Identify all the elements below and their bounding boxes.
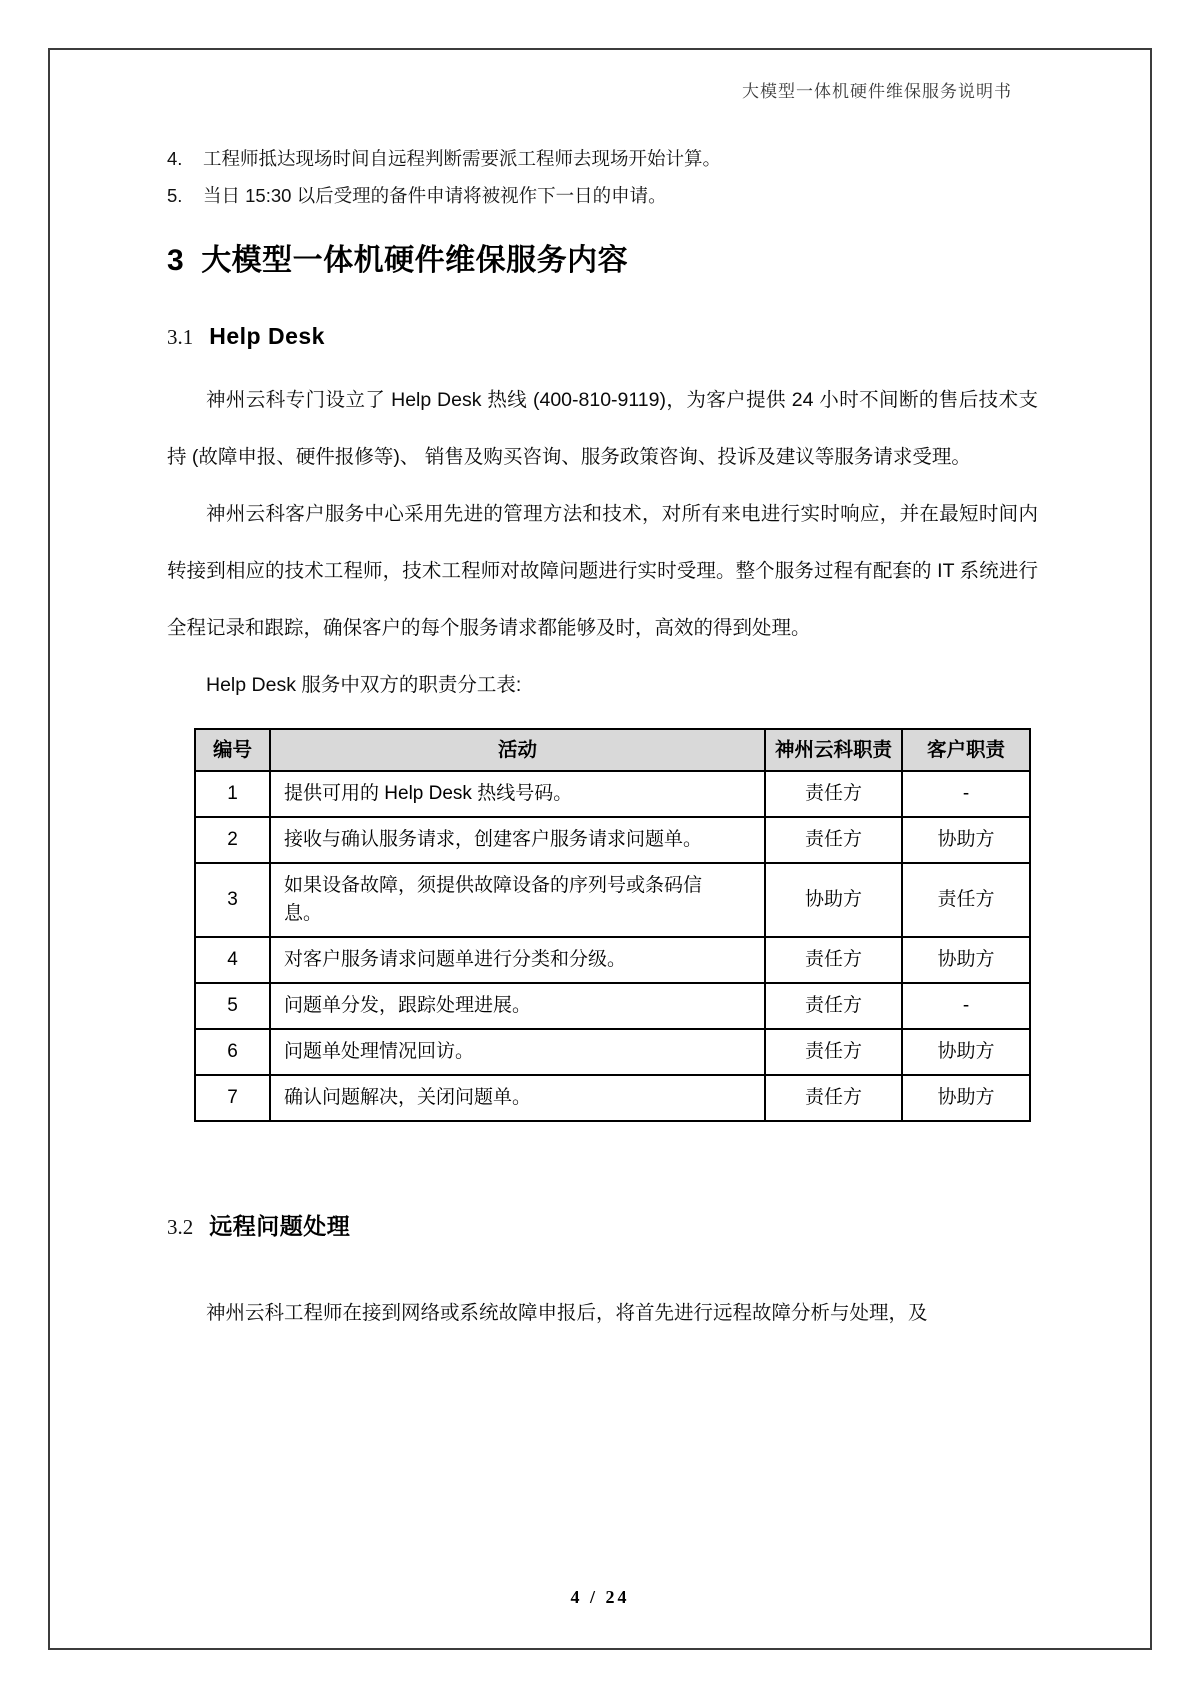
table-cell: 4 <box>195 937 270 983</box>
page-content <box>50 146 1150 1342</box>
responsibility-table-header <box>195 729 1030 771</box>
table-cell: 责任方 <box>765 1029 902 1075</box>
section-heading-3 <box>167 235 1038 279</box>
section-number: 3 <box>167 244 185 277</box>
table-cell: 确认问题解决，关闭问题单。 <box>270 1075 765 1121</box>
table-cell: 责任方 <box>765 771 902 817</box>
table-cell: - <box>902 983 1030 1029</box>
table-cell: 6 <box>195 1029 270 1075</box>
table-cell: 1 <box>195 771 270 817</box>
table-cell: 问题单分发，跟踪处理进展。 <box>270 983 765 1029</box>
table-cell: 责任方 <box>765 1075 902 1121</box>
table-row <box>195 1029 1030 1075</box>
list-item-text: 当日 15:30 以后受理的备件申请将被视作下一日的申请。 <box>203 185 667 206</box>
subsection-number: 3.1 <box>167 325 194 349</box>
table-cell: 对客户服务请求问题单进行分类和分级。 <box>270 937 765 983</box>
table-cell: 协助方 <box>902 937 1030 983</box>
table-row <box>195 817 1030 863</box>
subsection-title: Help Desk <box>209 323 325 349</box>
table-intro-text: Help Desk 服务中双方的职责分工表: <box>206 674 522 696</box>
page-footer <box>50 1587 1150 1608</box>
table-cell: 提供可用的 Help Desk 热线号码。 <box>270 771 765 817</box>
table-cell: 协助方 <box>765 863 902 937</box>
subsection-title: 远程问题处理 <box>209 1213 351 1239</box>
table-cell: 责任方 <box>902 863 1030 937</box>
page-border <box>48 48 1152 1650</box>
table-cell: 2 <box>195 817 270 863</box>
list-item <box>167 146 1038 172</box>
table-cell: 3 <box>195 863 270 937</box>
table-cell: 5 <box>195 983 270 1029</box>
list-item-text: 工程师抵达现场时间自远程判断需要派工程师去现场开始计算。 <box>203 148 722 169</box>
table-cell: 协助方 <box>902 817 1030 863</box>
table-row <box>195 771 1030 817</box>
paragraph-help-desk-2: 神州云科客户服务中心采用先进的管理方法和技术，对所有来电进行实时响应，并在最短时间内转接到相应的技术工程师，技术工程师对故障问题进行实时受理。整个服务过程有配套的 IT 系统进行全程记录和跟踪，确保客户的每个服务请求都能够及时，高效的得到处理。 <box>167 503 1038 639</box>
table-header-cell: 神州云科职责 <box>765 729 902 771</box>
list-item <box>167 183 1038 209</box>
table-cell: 协助方 <box>902 1029 1030 1075</box>
table-row <box>195 983 1030 1029</box>
table-cell: 责任方 <box>765 937 902 983</box>
table-cell: 协助方 <box>902 1075 1030 1121</box>
header-title: 大模型一体机硬件维保服务说明书 <box>742 82 1012 101</box>
table-row <box>195 937 1030 983</box>
list-item-number: 5. <box>167 185 183 206</box>
table-header-row <box>195 729 1030 771</box>
table-row <box>195 1075 1030 1121</box>
table-header-cell: 编号 <box>195 729 270 771</box>
table-cell: 7 <box>195 1075 270 1121</box>
paragraph-help-desk-1: 神州云科专门设立了 Help Desk 热线 (400-810-9119)，为客户提供 24 小时不间断的售后技术支持 (故障申报、硬件报修等)、 销售及购买咨询、服务政策咨询、投诉及建议等服务请求受理。 <box>167 389 1038 468</box>
page-number: 4 / 24 <box>570 1587 630 1607</box>
responsibility-table-body <box>195 771 1030 1121</box>
paragraph-remote-1: 神州云科工程师在接到网络或系统故障申报后，将首先进行远程故障分析与处理，及 <box>206 1302 928 1324</box>
numbered-list <box>167 146 1038 209</box>
table-cell: 问题单处理情况回访。 <box>270 1029 765 1075</box>
table-header-cell: 客户职责 <box>902 729 1030 771</box>
subsection-number: 3.2 <box>167 1215 194 1239</box>
table-cell: 责任方 <box>765 983 902 1029</box>
table-cell: - <box>902 771 1030 817</box>
table-header-cell: 活动 <box>270 729 765 771</box>
subsection-heading-3-2 <box>167 1208 1038 1241</box>
table-cell: 责任方 <box>765 817 902 863</box>
table-cell: 如果设备故障，须提供故障设备的序列号或条码信息。 <box>270 863 765 937</box>
list-item-number: 4. <box>167 148 183 169</box>
table-row <box>195 863 1030 937</box>
table-cell: 接收与确认服务请求，创建客户服务请求问题单。 <box>270 817 765 863</box>
subsection-heading-3-1 <box>167 323 1038 350</box>
document-header <box>50 77 1150 102</box>
section-title: 大模型一体机硬件维保服务内容 <box>201 244 629 277</box>
responsibility-table <box>194 728 1031 1122</box>
